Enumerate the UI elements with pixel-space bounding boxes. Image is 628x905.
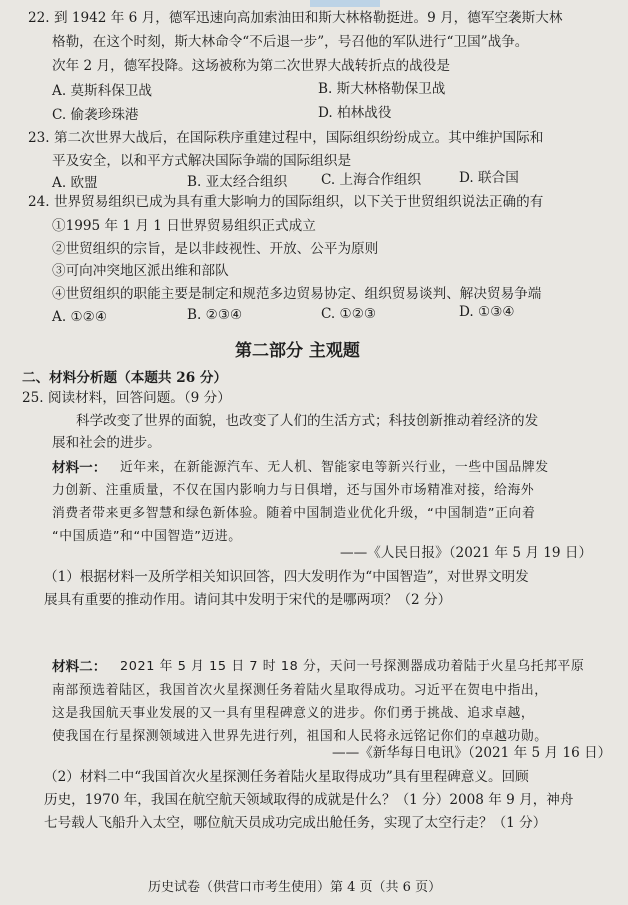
material1-line1: 近年来，在新能源汽车、无人机、智能家电等新兴行业，一些中国品牌发 [120, 460, 549, 475]
material2-line3: 这是我国航天事业发展的又一具有里程碑意义的进步。你们勇于挑战、追求卓越， [52, 706, 535, 721]
q23-option-a: A. 欧盟 [52, 175, 98, 191]
q25-head: 25. 阅读材料，回答问题。（9 分） [22, 390, 231, 406]
q22-option-d: D. 柏林战役 [318, 105, 392, 121]
section2-title: 二、材料分析题（本题共 26 分） [22, 370, 228, 386]
q24-option-d: D. ①③④ [459, 304, 515, 320]
q22-stem-line3: 次年 2 月，德军投降。这场被称为第二次世界大战转折点的战役是 [52, 58, 450, 74]
q25-intro-line1: 科学改变了世界的面貌，也改变了人们的生活方式；科技创新推动着经济的发 [76, 413, 539, 429]
top-edge-strip [310, 0, 380, 7]
material2-line1: 2021 年 5 月 15 日 7 时 18 分，天问一号探测器成功着陆于火星乌托邦平原 [120, 659, 585, 674]
material1-line3: 消费者带来更多智慧和绿色新体验。随着中国制造业优化升级，“中国制造”正向着 [52, 506, 536, 521]
material1-source: ——《人民日报》（2021 年 5 月 19 日） [340, 545, 593, 561]
q23-option-c: C. 上海合作组织 [321, 172, 422, 188]
material1-line4: “中国质造”和“中国智造”迈进。 [52, 529, 242, 544]
q22-stem-line1: 22. 到 1942 年 6 月，德军迅速向高加索油田和斯大林格勒挺进。9 月，德军空袭斯大林 [28, 10, 563, 26]
q23-option-d: D. 联合国 [459, 170, 519, 186]
material1-line2: 力创新、注重质量，不仅在国内影响力与日俱增，还与国外市场精准对接，给海外 [52, 483, 535, 498]
subquestion2-line1: （2）材料二中“我国首次火星探测任务着陆火星取得成功”具有里程碑意义。回顾 [44, 769, 529, 785]
material2-source: ——《新华每日电讯》（2021 年 5 月 16 日） [332, 745, 612, 761]
material2-line2: 南部预选着陆区，我国首次火星探测任务着陆火星取得成功。习近平在贺电中指出， [52, 683, 548, 698]
q24-option-c: C. ①②③ [321, 306, 377, 322]
q22-option-c: C. 偷袭珍珠港 [52, 107, 139, 123]
q22-option-a: A. 莫斯科保卫战 [52, 83, 153, 99]
q22-option-b: B. 斯大林格勒保卫战 [318, 81, 446, 97]
page-footer: 历史试卷（供营口市考生使用）第 4 页（共 6 页） [148, 880, 442, 895]
q24-option-b: B. ②③④ [187, 307, 243, 323]
q24-option-a: A. ①②④ [52, 309, 108, 325]
q22-stem-line2: 格勒，在这个时刻，斯大林命令“不后退一步”，号召他的军队进行“卫国”战争。 [52, 34, 529, 50]
subquestion1-line1: （1）根据材料一及所学相关知识回答，四大发明作为“中国智造”，对世界文明发 [44, 569, 529, 585]
q24-item-3: ③可向冲突地区派出维和部队 [52, 263, 229, 279]
q23-stem-line2: 平及安全，以和平方式解决国际争端的国际组织是 [52, 153, 352, 169]
subquestion2-line2: 历史，1970 年，我国在航空航天领域取得的成就是什么？（1 分）2008 年 9 月，神舟 [44, 792, 574, 808]
q25-intro-line2: 展和社会的进步。 [52, 435, 161, 451]
q24-item-2: ②世贸组织的宗旨，是以非歧视性、开放、公平为原则 [52, 241, 379, 257]
material2-line4: 使我国在行星探测领域进入世界先进行列，祖国和人民将永远铭记你们的卓越功勋。 [52, 729, 548, 744]
q23-option-b: B. 亚太经合组织 [187, 174, 288, 190]
subquestion1-line2: 展具有重要的推动作用。请问其中发明于宋代的是哪两项？（2 分） [44, 592, 452, 608]
material2-label: 材料二： [52, 659, 107, 675]
q24-item-4: ④世贸组织的职能主要是制定和规范多边贸易协定、组织贸易谈判、解决贸易争端 [52, 286, 542, 302]
part2-title: 第二部分 主观题 [235, 341, 360, 361]
q24-stem: 24. 世界贸易组织已成为具有重大影响力的国际组织，以下关于世贸组织说法正确的有 [28, 194, 544, 210]
material1-label: 材料一： [52, 460, 107, 476]
subquestion2-line3: 七号载人飞船升入太空，哪位航天员成功完成出舱任务，实现了太空行走？（1 分） [44, 815, 547, 831]
q23-stem-line1: 23. 第二次世界大战后，在国际秩序重建过程中，国际组织纷纷成立。其中维护国际和 [28, 130, 544, 146]
q24-item-1: ①1995 年 1 月 1 日世界贸易组织正式成立 [52, 218, 316, 234]
